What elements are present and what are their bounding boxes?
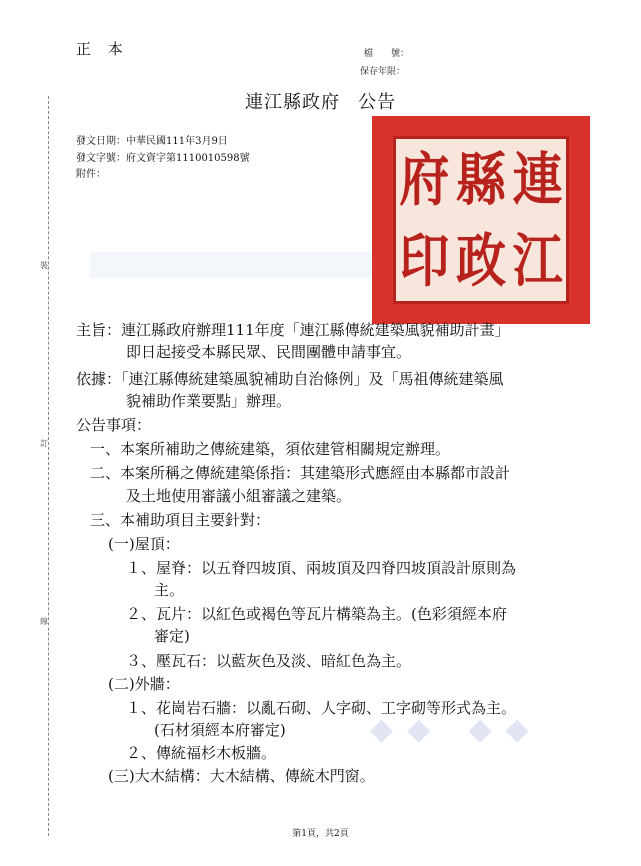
subitem-wall: (二)外牆： bbox=[108, 675, 180, 693]
roof-tile-line-1: ２、瓦片：以紅色或褐色等瓦片構築為主。(色彩須經本府 bbox=[126, 605, 507, 623]
roof-stone: ３、壓瓦石：以藍灰色及淡、暗紅色為主。 bbox=[126, 652, 412, 670]
basis-line-1: 依據：「連江縣傳統建築風貌補助自治條例」及「馬祖傳統建築風 bbox=[76, 370, 504, 388]
roof-tile-line-2: 審定) bbox=[154, 627, 190, 645]
binding-line bbox=[48, 96, 49, 836]
binding-mark-zhuang: 裝 bbox=[40, 258, 48, 273]
page-number: 第1頁，共2頁 bbox=[292, 829, 349, 839]
seal-char-fu: 府 bbox=[399, 146, 450, 213]
document-title bbox=[0, 88, 641, 114]
announcement-heading: 公告事項： bbox=[76, 416, 152, 434]
seal-char-jiang: 江 bbox=[512, 227, 563, 294]
copy-mark: 正 本 bbox=[76, 40, 129, 58]
official-seal bbox=[372, 116, 590, 324]
item-3: 三、本補助項目主要針對： bbox=[90, 511, 271, 529]
seal-char-zheng: 政 bbox=[456, 227, 506, 294]
subject-line-1: 主旨：連江縣政府辦理111年度「連江縣傳統建築風貌補助計畫」 bbox=[76, 321, 510, 339]
issue-date: 發文日期：中華民國111年3月9日 bbox=[76, 136, 228, 147]
seal-char-xian: 縣 bbox=[456, 146, 506, 213]
binding-mark-ding: 訂 bbox=[40, 436, 48, 451]
fir-plank-wall: ２、傳統福杉木板牆。 bbox=[126, 744, 277, 762]
faint-stamp-mark: ◆◆ ◆◆ bbox=[370, 712, 543, 747]
granite-wall-line-1: １、花崗岩石牆：以亂石砌、人字砌、工字砌等形式為主。 bbox=[126, 699, 517, 717]
granite-wall-line-2: (石材須經本府審定) bbox=[154, 721, 286, 739]
basis-line-2: 貌補助作業要點」辦理。 bbox=[126, 392, 292, 410]
seal-char-yin: 印 bbox=[399, 227, 450, 294]
roof-ridge-line-1: １、屋脊：以五脊四坡頂、兩坡頂及四脊四坡頂設計原則為 bbox=[126, 559, 517, 577]
item-2-line-2: 及土地使用審議小組審議之建築。 bbox=[126, 487, 352, 505]
seal-char-lian: 連 bbox=[512, 146, 563, 213]
roof-ridge-line-2: 主。 bbox=[154, 581, 185, 599]
subitem-timber-structure: (三)大木結構：大木結構、傳統木門窗。 bbox=[108, 767, 375, 785]
attachment-label: 附件： bbox=[76, 169, 106, 180]
retention-label: 保存年限： bbox=[360, 67, 406, 77]
seal-border bbox=[393, 136, 569, 304]
item-2-line-1: 二、本案所稱之傳統建築係指：其建築形式應經由本縣都市設計 bbox=[90, 464, 511, 482]
subitem-roof: (一)屋頂： bbox=[108, 535, 180, 553]
title-org: 連江縣政府 bbox=[245, 92, 340, 113]
document-number: 發文字號：府文資字第1110010598號 bbox=[76, 153, 250, 164]
item-1: 一、本案所補助之傳統建築，須依建管相關規定辦理。 bbox=[90, 440, 451, 458]
scan-artifact-band bbox=[90, 252, 390, 278]
title-type: 公告 bbox=[358, 92, 396, 113]
subject-line-2: 即日起接受本縣民眾、民間團體申請事宜。 bbox=[126, 343, 412, 361]
binding-mark-xian: 線 bbox=[40, 614, 48, 629]
file-number-label: 檔 號： bbox=[364, 49, 410, 59]
